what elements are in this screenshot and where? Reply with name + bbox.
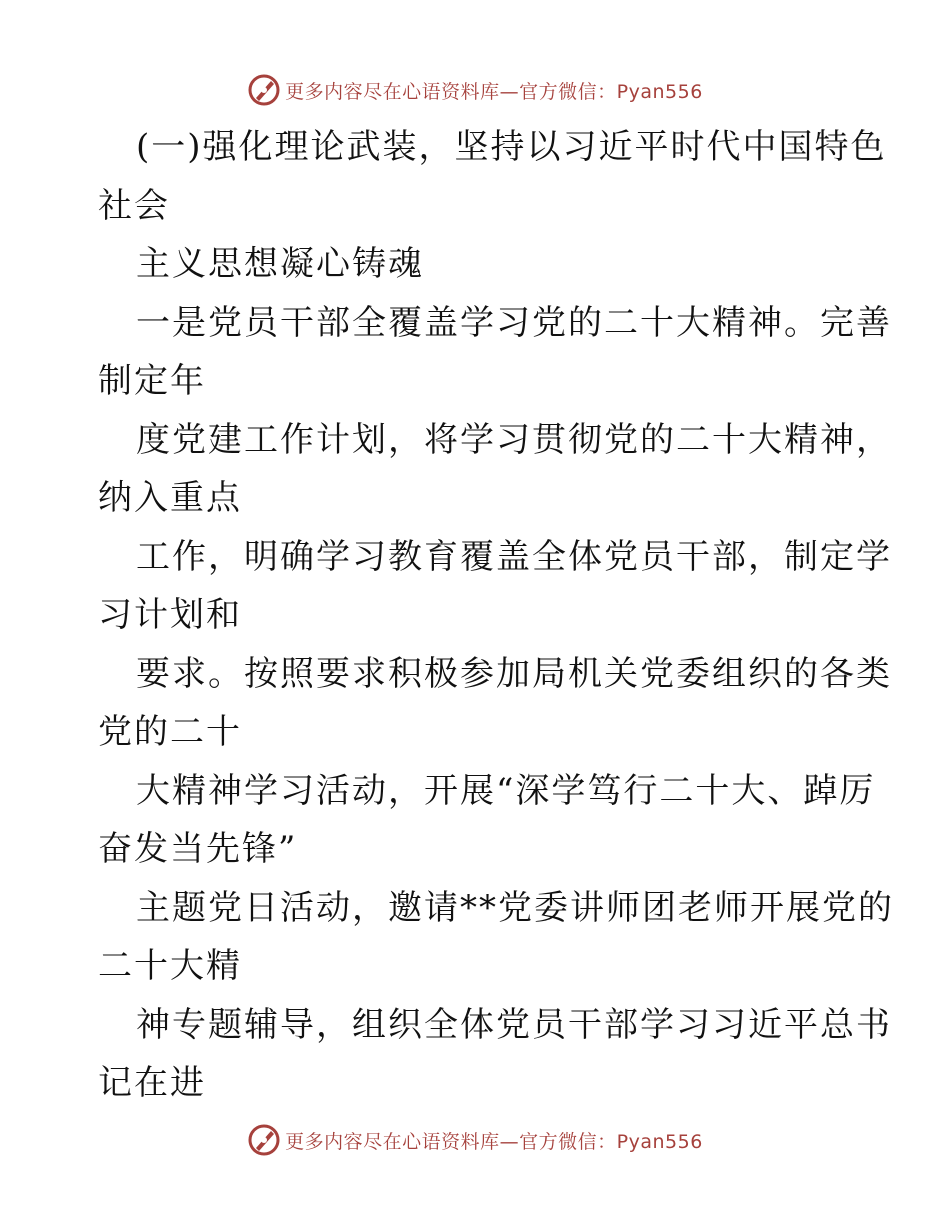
body-line: 奋发当先锋” (98, 829, 298, 869)
body-line: 主题党日活动，邀请**党委讲师团老师开展党的 (136, 887, 894, 928)
body-line: 要求。按照要求积极参加局机关党委组织的各类 (136, 653, 892, 694)
body-line: 社会 (98, 185, 170, 226)
pen-circle-logo-icon (247, 73, 281, 107)
body-line: 纳入重点 (98, 478, 242, 518)
body-line: (一)强化理论武装，坚持以习近平时代中国特色 (136, 127, 887, 167)
header-watermark-banner (0, 70, 950, 110)
body-line: 记在进 (98, 1063, 206, 1103)
footer-watermark-text: 更多内容尽在心语资料库—官方微信：Pyan556 (285, 1130, 703, 1153)
body-line: 党的二十 (98, 712, 242, 752)
body-line: 神专题辅导，组织全体党员干部学习习近平总书 (136, 1004, 892, 1045)
header-watermark-text: 更多内容尽在心语资料库—官方微信：Pyan556 (285, 80, 703, 103)
body-line: 二十大精 (98, 946, 242, 986)
footer-watermark-banner (0, 1120, 950, 1160)
body-line: 一是党员干部全覆盖学习党的二十大精神。完善 (136, 302, 892, 343)
body-line: 制定年 (98, 361, 206, 401)
body-line: 主义思想凝心铸魂 (136, 244, 424, 284)
document-body (98, 118, 894, 1113)
body-line: 工作，明确学习教育覆盖全体党员干部，制定学 (136, 536, 892, 577)
body-line: 习计划和 (98, 595, 242, 635)
pen-circle-logo-icon (247, 1123, 281, 1157)
body-line: 大精神学习活动，开展“深学笃行二十大、踔厉 (136, 770, 876, 811)
body-line: 度党建工作计划，将学习贯彻党的二十大精神， (136, 419, 892, 460)
